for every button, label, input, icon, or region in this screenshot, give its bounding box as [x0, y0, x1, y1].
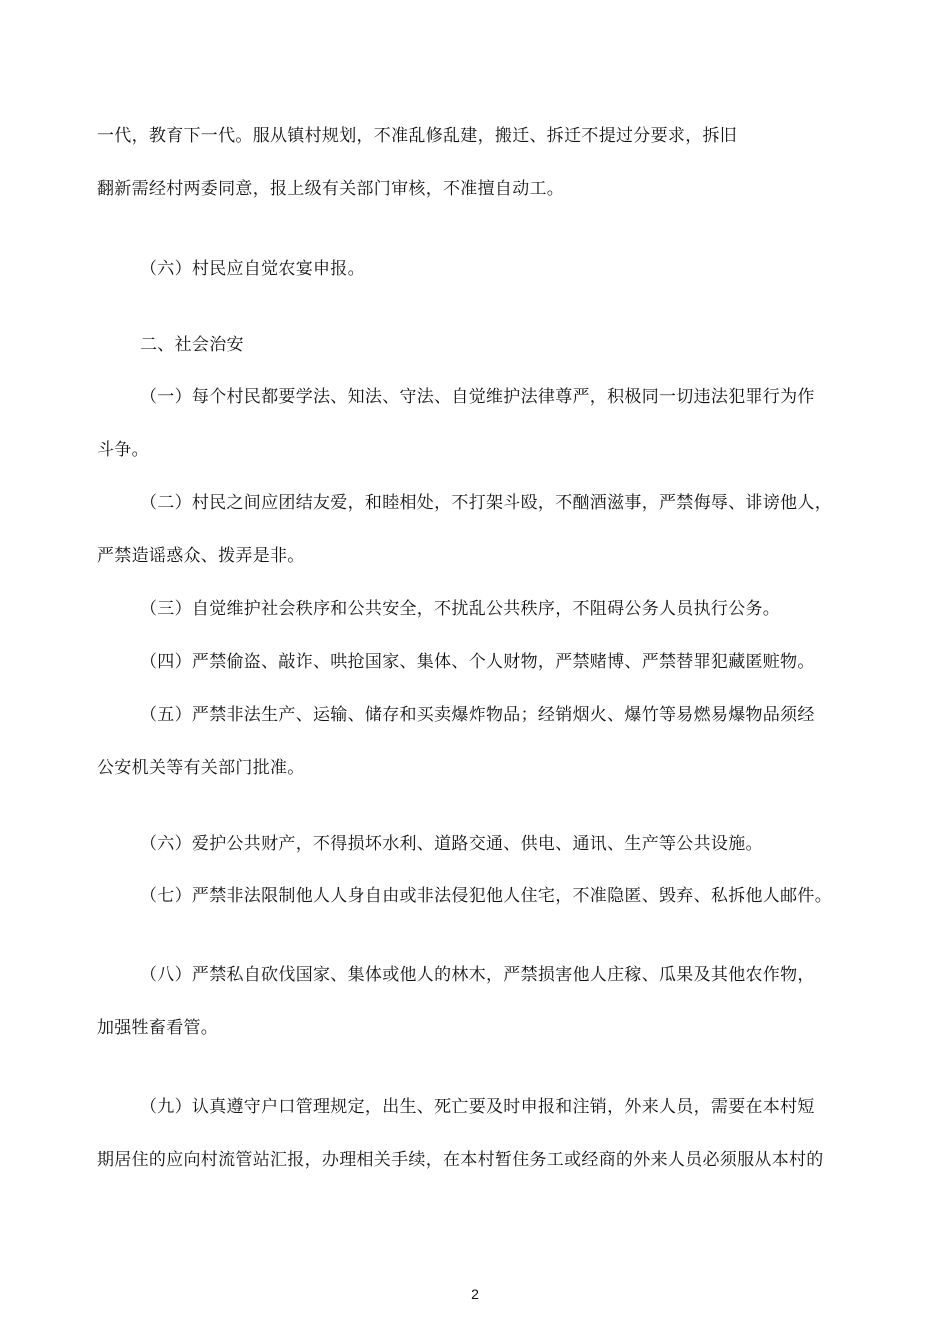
text-line: （六）村民应自觉农宴申报。 — [140, 259, 365, 279]
text-line: 严禁造谣惑众、拨弄是非。 — [97, 546, 305, 566]
text-line: （一）每个村民都要学法、知法、守法、自觉维护法律尊严，积极同一切违法犯罪行为作 — [140, 387, 815, 407]
section-heading: 二、社会治安 — [140, 335, 244, 355]
text-line: （九）认真遵守户口管理规定，出生、死亡要及时申报和注销，外来人员，需要在本村短 — [140, 1097, 815, 1117]
text-line: （二）村民之间应团结友爱，和睦相处，不打架斗殴，不酗酒滋事，严禁侮辱、诽谤他人， — [140, 493, 832, 513]
text-line: （四）严禁偷盗、敲诈、哄抢国家、集体、个人财物，严禁赌博、严禁替罪犯藏匿赃物。 — [140, 652, 815, 672]
text-line: （六）爱护公共财产，不得损坏水利、道路交通、供电、通讯、生产等公共设施。 — [140, 834, 763, 854]
text-line: 公安机关等有关部门批准。 — [97, 758, 305, 778]
page-number: 2 — [471, 1286, 479, 1302]
text-line: 斗争。 — [97, 440, 149, 460]
text-line: （三）自觉维护社会秩序和公共安全，不扰乱公共秩序，不阻碍公务人员执行公务。 — [140, 599, 781, 619]
text-line: 一代，教育下一代。服从镇村规划，不准乱修乱建，搬迁、拆迁不提过分要求，拆旧 — [97, 126, 738, 146]
text-line: 期居住的应向村流管站汇报，办理相关手续，在本村暂住务工或经商的外来人员必须服从本村的 — [97, 1150, 824, 1170]
text-line: 翻新需经村两委同意，报上级有关部门审核，不准擅自动工。 — [97, 179, 565, 199]
text-line: （七）严禁非法限制他人人身自由或非法侵犯他人住宅，不准隐匿、毁弃、私拆他人邮件。 — [140, 886, 832, 906]
text-line: （五）严禁非法生产、运输、储存和买卖爆炸物品；经销烟火、爆竹等易燃易爆物品须经 — [140, 705, 815, 725]
text-line: 加强牲畜看管。 — [97, 1018, 219, 1038]
text-line: （八）严禁私自砍伐国家、集体或他人的林木，严禁损害他人庄稼、瓜果及其他农作物， — [140, 965, 815, 985]
